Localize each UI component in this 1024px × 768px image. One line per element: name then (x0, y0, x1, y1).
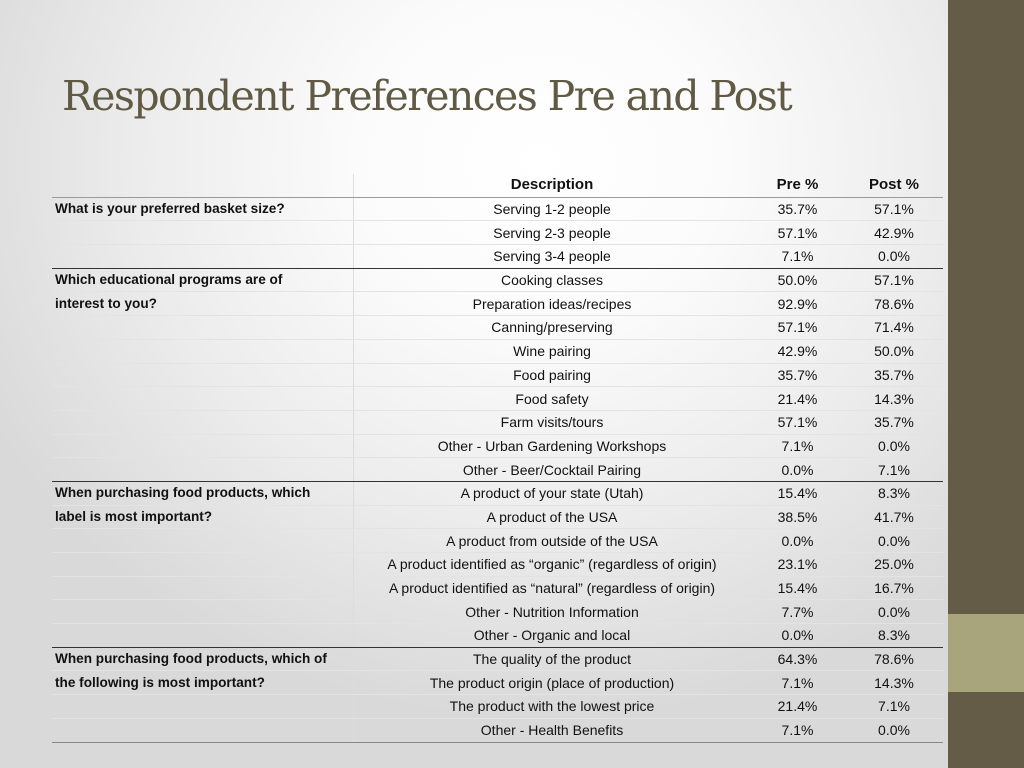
description-cell: Serving 1-2 people (354, 197, 751, 221)
pre-percent-cell: 57.1% (750, 316, 845, 340)
preferences-table (52, 174, 943, 743)
post-percent-cell: 25.0% (845, 553, 943, 577)
description-cell: Other - Nutrition Information (354, 600, 751, 624)
description-cell: A product of your state (Utah) (354, 481, 751, 505)
description-cell: A product identified as “organic” (regardless of origin) (354, 553, 751, 577)
table-row (52, 718, 943, 742)
question-cell (52, 339, 354, 363)
post-percent-cell: 0.0% (845, 245, 943, 269)
header-post: Post % (845, 174, 943, 197)
question-cell: Which educational programs are of (52, 268, 354, 292)
pre-percent-cell: 64.3% (750, 647, 845, 671)
post-percent-cell: 71.4% (845, 316, 943, 340)
question-cell (52, 363, 354, 387)
question-cell: When purchasing food products, which of (52, 647, 354, 671)
pre-percent-cell: 23.1% (750, 553, 845, 577)
table-row (52, 197, 943, 221)
post-percent-cell: 14.3% (845, 671, 943, 695)
post-percent-cell: 14.3% (845, 387, 943, 411)
post-percent-cell: 0.0% (845, 600, 943, 624)
post-percent-cell: 16.7% (845, 576, 943, 600)
pre-percent-cell: 7.1% (750, 434, 845, 458)
sidebar-decoration (948, 0, 1024, 768)
pre-percent-cell: 57.1% (750, 221, 845, 245)
table-row (52, 600, 943, 624)
question-cell (52, 245, 354, 269)
question-cell: the following is most important? (52, 671, 354, 695)
header-question (52, 174, 354, 197)
post-percent-cell: 35.7% (845, 410, 943, 434)
description-cell: Farm visits/tours (354, 410, 751, 434)
question-cell: interest to you? (52, 292, 354, 316)
post-percent-cell: 42.9% (845, 221, 943, 245)
table-row (52, 339, 943, 363)
table-row (52, 529, 943, 553)
description-cell: Preparation ideas/recipes (354, 292, 751, 316)
post-percent-cell: 0.0% (845, 718, 943, 742)
post-percent-cell: 57.1% (845, 197, 943, 221)
description-cell: Canning/preserving (354, 316, 751, 340)
table-header-row (52, 174, 943, 197)
post-percent-cell: 0.0% (845, 529, 943, 553)
table-row (52, 268, 943, 292)
question-cell: label is most important? (52, 505, 354, 529)
question-cell (52, 529, 354, 553)
description-cell: A product from outside of the USA (354, 529, 751, 553)
table-row (52, 434, 943, 458)
question-cell (52, 624, 354, 648)
pre-percent-cell: 0.0% (750, 624, 845, 648)
table-row (52, 458, 943, 482)
question-cell (52, 434, 354, 458)
description-cell: Food pairing (354, 363, 751, 387)
description-cell: Other - Beer/Cocktail Pairing (354, 458, 751, 482)
table-row (52, 245, 943, 269)
description-cell: A product of the USA (354, 505, 751, 529)
question-cell (52, 316, 354, 340)
post-percent-cell: 57.1% (845, 268, 943, 292)
description-cell: The product with the lowest price (354, 695, 751, 719)
question-cell (52, 718, 354, 742)
header-pre: Pre % (750, 174, 845, 197)
table-row (52, 624, 943, 648)
question-cell (52, 458, 354, 482)
pre-percent-cell: 7.7% (750, 600, 845, 624)
description-cell: The quality of the product (354, 647, 751, 671)
pre-percent-cell: 7.1% (750, 671, 845, 695)
slide-title: Respondent Preferences Pre and Post (62, 72, 792, 120)
table-row (52, 576, 943, 600)
table-row (52, 695, 943, 719)
pre-percent-cell: 42.9% (750, 339, 845, 363)
post-percent-cell: 78.6% (845, 647, 943, 671)
table-row (52, 221, 943, 245)
table-row (52, 671, 943, 695)
pre-percent-cell: 35.7% (750, 197, 845, 221)
post-percent-cell: 8.3% (845, 624, 943, 648)
pre-percent-cell: 50.0% (750, 268, 845, 292)
description-cell: Serving 2-3 people (354, 221, 751, 245)
table-row (52, 553, 943, 577)
post-percent-cell: 7.1% (845, 695, 943, 719)
post-percent-cell: 8.3% (845, 481, 943, 505)
post-percent-cell: 0.0% (845, 434, 943, 458)
description-cell: The product origin (place of production) (354, 671, 751, 695)
description-cell: Serving 3-4 people (354, 245, 751, 269)
description-cell: Cooking classes (354, 268, 751, 292)
question-cell (52, 553, 354, 577)
post-percent-cell: 41.7% (845, 505, 943, 529)
post-percent-cell: 50.0% (845, 339, 943, 363)
table-row (52, 410, 943, 434)
table-row (52, 292, 943, 316)
question-cell: When purchasing food products, which (52, 481, 354, 505)
pre-percent-cell: 21.4% (750, 387, 845, 411)
description-cell: A product identified as “natural” (regardless of origin) (354, 576, 751, 600)
table-row (52, 363, 943, 387)
question-cell (52, 410, 354, 434)
description-cell: Other - Organic and local (354, 624, 751, 648)
pre-percent-cell: 21.4% (750, 695, 845, 719)
description-cell: Food safety (354, 387, 751, 411)
pre-percent-cell: 92.9% (750, 292, 845, 316)
pre-percent-cell: 0.0% (750, 458, 845, 482)
post-percent-cell: 35.7% (845, 363, 943, 387)
table-row (52, 505, 943, 529)
question-cell: What is your preferred basket size? (52, 197, 354, 221)
table-row (52, 647, 943, 671)
table-row (52, 387, 943, 411)
table-row (52, 316, 943, 340)
pre-percent-cell: 38.5% (750, 505, 845, 529)
question-cell (52, 387, 354, 411)
table-row (52, 481, 943, 505)
pre-percent-cell: 7.1% (750, 245, 845, 269)
description-cell: Wine pairing (354, 339, 751, 363)
question-cell (52, 221, 354, 245)
pre-percent-cell: 15.4% (750, 576, 845, 600)
post-percent-cell: 7.1% (845, 458, 943, 482)
question-cell (52, 695, 354, 719)
description-cell: Other - Health Benefits (354, 718, 751, 742)
description-cell: Other - Urban Gardening Workshops (354, 434, 751, 458)
pre-percent-cell: 7.1% (750, 718, 845, 742)
question-cell (52, 600, 354, 624)
sidebar-accent-block (948, 614, 1024, 692)
header-description: Description (354, 174, 751, 197)
pre-percent-cell: 35.7% (750, 363, 845, 387)
pre-percent-cell: 15.4% (750, 481, 845, 505)
pre-percent-cell: 57.1% (750, 410, 845, 434)
pre-percent-cell: 0.0% (750, 529, 845, 553)
post-percent-cell: 78.6% (845, 292, 943, 316)
question-cell (52, 576, 354, 600)
